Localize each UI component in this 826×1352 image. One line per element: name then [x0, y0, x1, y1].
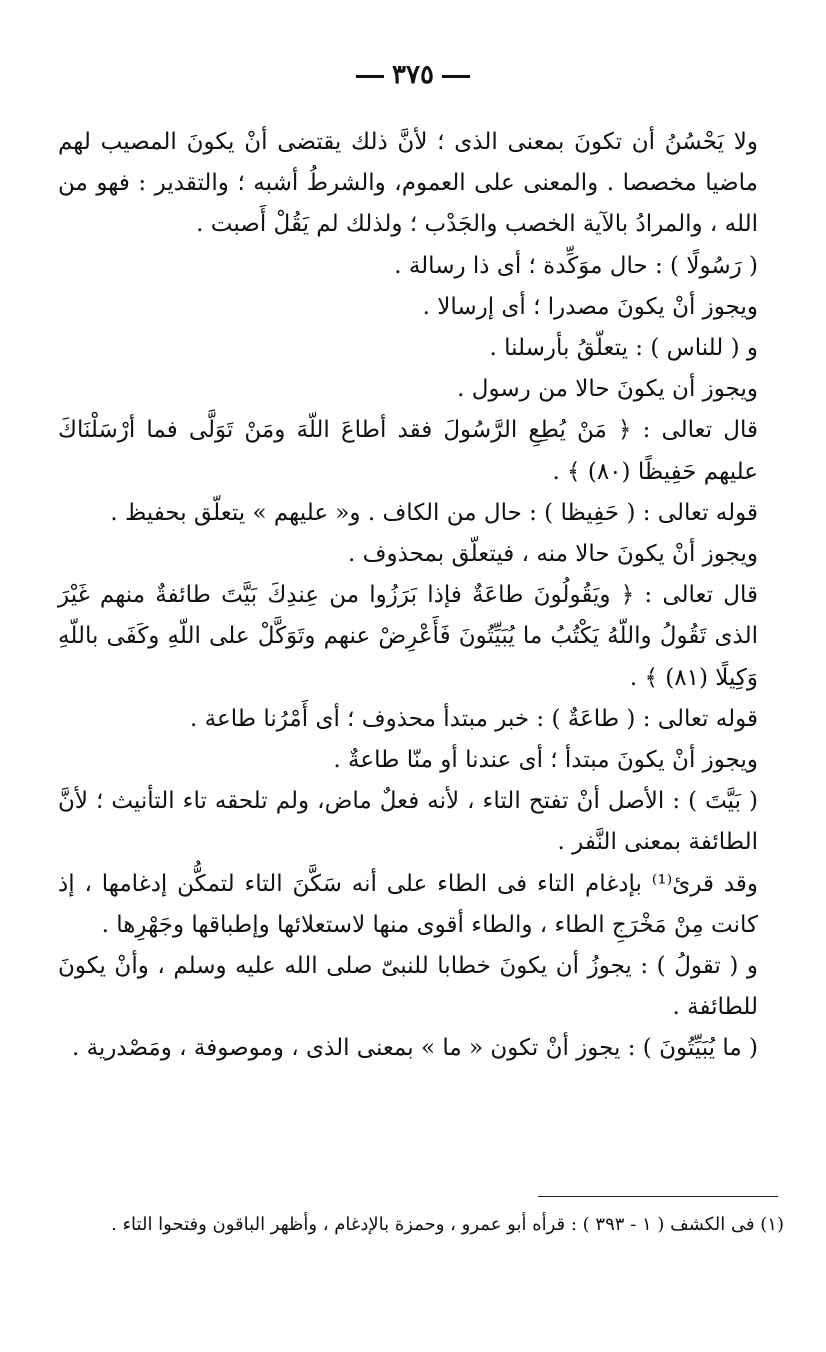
main-text — [58, 122, 784, 1070]
paragraph: و ( للناس ) : يتعلّقُ بأرسلنا . — [489, 335, 758, 362]
paragraph: ( بَيَّتَ ) : الأصل أنْ تفتح التاء ، لأنه فعلٌ ماض، ولم تلحقه تاء التأنيث ؛ لأنَّ الطائفة بمعنى النَّفر . — [58, 788, 758, 856]
paragraph: ( رَسُولًا ) : حال موَكِّدة ؛ أى ذا رسالة . — [394, 252, 758, 279]
page-number — [0, 60, 826, 90]
footnote — [58, 1208, 784, 1242]
paragraph: قوله تعالى : ( طاعَةٌ ) : خبر مبتدأ محذوف ؛ أى أَمْرُنا طاعة . — [190, 705, 758, 732]
paragraph: و ( تقولُ ) : يجوزُ أن يكونَ خطابا للنبىّ صلى الله عليه وسلم ، وأنْ يكونَ للطائفة . — [58, 953, 758, 1021]
footnote-text: (١) فى الكشف ( ١ - ٣٩٣ ) : قرأه أبو عمرو ، وحمزة بالإدغام ، وأظهر الباقون وفتحوا التاء . — [111, 1214, 784, 1235]
paragraph: ويجوز أن يكونَ حالا من رسول . — [457, 376, 758, 403]
footnote-divider — [538, 1196, 778, 1197]
paragraph: ( ما يُبَيِّتُونَ ) : يجوز أنْ تكون « ما » بمعنى الذى ، وموصوفة ، ومَصْدرية . — [71, 1035, 758, 1062]
paragraph: ويجوز أنْ يكونَ مصدرا ؛ أى إرسالا . — [422, 293, 758, 320]
paragraph: ويجوز أنْ يكونَ مبتدأ ؛ أى عندنا أو منّا طاعةٌ . — [333, 747, 758, 774]
paragraph: ويجوز أنْ يكونَ حالا منه ، فيتعلّق بمحذوف . — [348, 541, 758, 568]
quran-verse: قال تعالى : ﴿ ويَقُولُونَ طاعَةٌ فإذا بَرَزُوا من عِندِكَ بَيَّتَ طائفةٌ منهم غَيْرَ الذى تَقُولُ واللّهُ يَكْتُبُ ما يُبَيِّتُونَ فَأَعْرِضْ عنهم وتَوَكَّلْ على اللّهِ وكَفَى باللّهِ وَكِيلًا (٨١) ﴾ . — [58, 582, 758, 691]
page-number-dash-left — [356, 75, 384, 78]
page-number-text: ٣٧٥ — [392, 60, 434, 90]
paragraph: قوله تعالى : ( حَفِيظا ) : حال من الكاف . و« عليهم » يتعلّق بحفيظ . — [110, 499, 758, 526]
paragraph: وقد قرئ⁽¹⁾ بإدغام التاء فى الطاء على أنه سَكَّنَ التاء لتمكُّن إدغامها ، إذ كانت مِنْ مَخْرَجِ الطاء ، والطاء أقوى منها لاستعلائها وإطباقها وجَهْرِها . — [58, 870, 759, 938]
quran-verse: قال تعالى : ﴿ مَنْ يُطِعِ الرَّسُولَ فقد أطاعَ اللّهَ ومَنْ تَوَلَّى فما أرْسَلْنَاكَ عليهم حَفِيظًا (٨٠) ﴾ . — [58, 417, 758, 485]
paragraph: ولا يَحْسُنُ أن تكونَ بمعنى الذى ؛ لأنَّ ذلك يقتضى أنْ يكونَ المصيب لهم ماضيا مخصصا . والمعنى على العموم، والشرطُ أشبه ؛ والتقدير : فهو من الله ، والمرادُ بالآية الخصب والجَدْب ؛ ولذلك لم يَقُلْ أَصبت . — [58, 129, 758, 238]
page-number-dash-right — [442, 75, 470, 78]
